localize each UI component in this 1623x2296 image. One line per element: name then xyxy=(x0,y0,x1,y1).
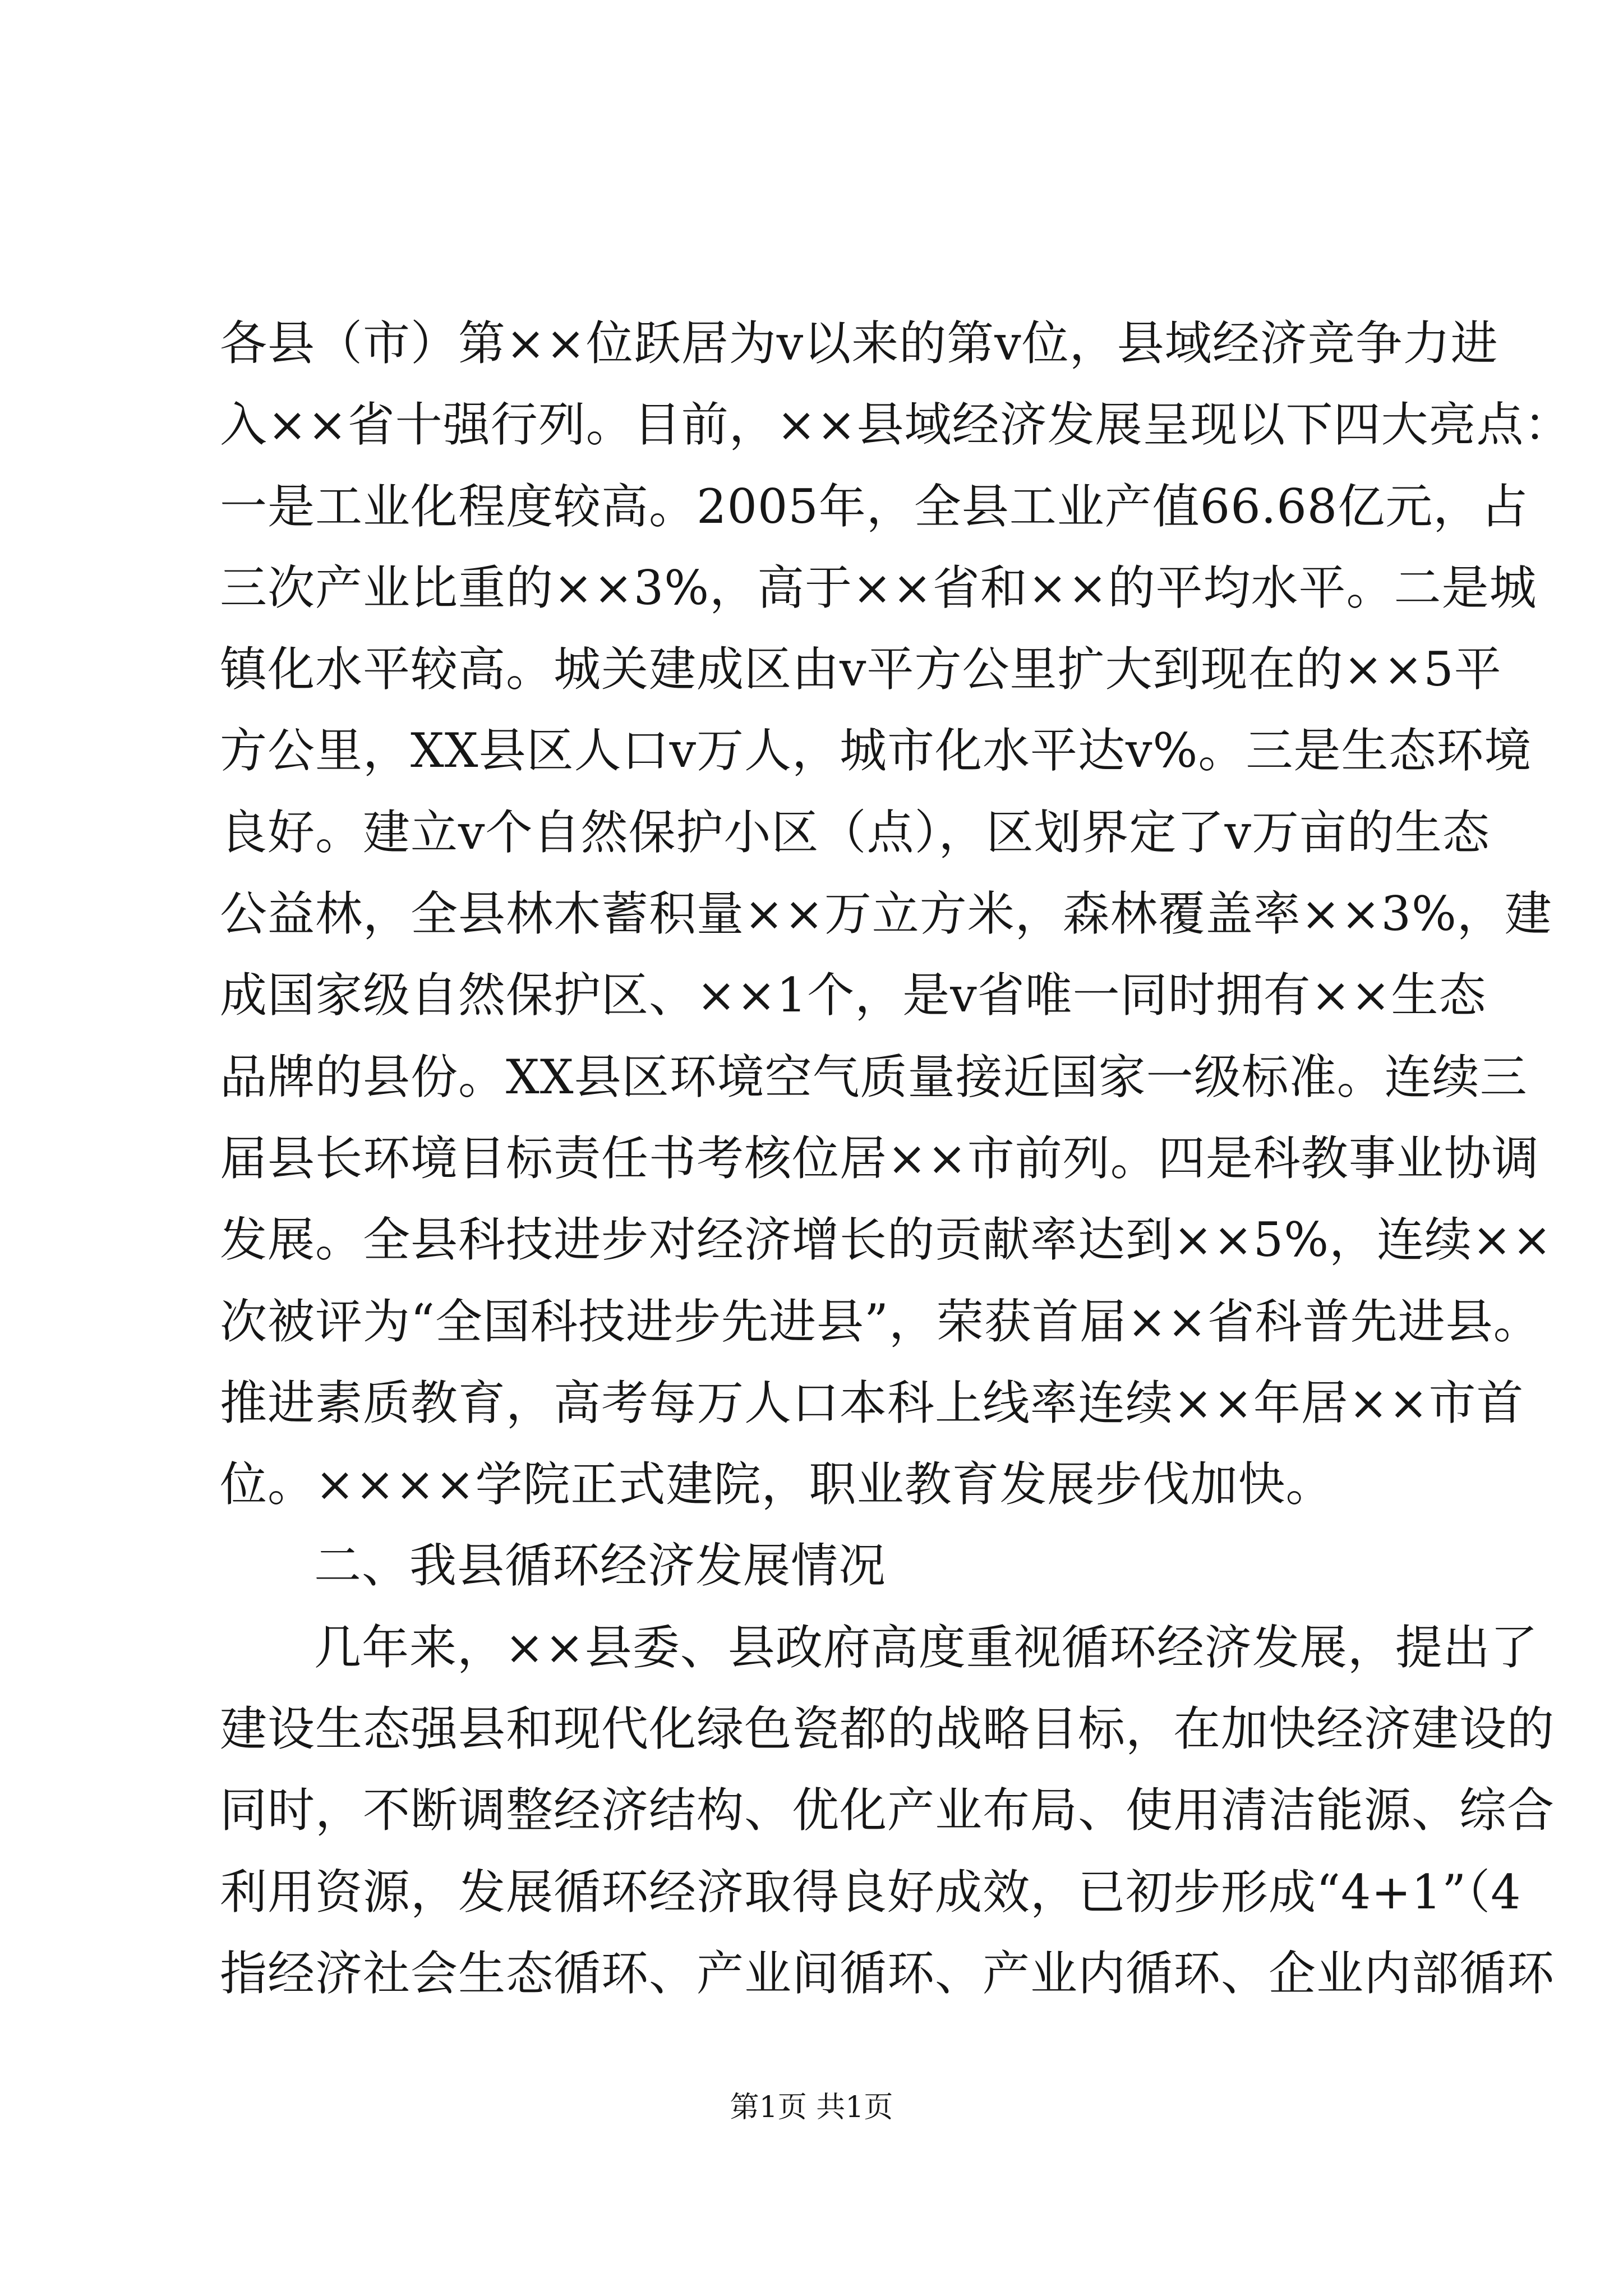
paragraph-line: 利用资源，发展循环经济取得良好成效，已初步形成“4+1”（4 xyxy=(220,1864,1521,1920)
paragraph-line: 方公里，XX县区人口v万人，城市化水平达v%。三是生态环境 xyxy=(220,723,1532,779)
page-footer: 第1页 共1页 xyxy=(730,2091,893,2124)
document-body xyxy=(220,303,1572,2014)
paragraph-line: 届县长环境目标责任书考核位居××市前列。四是科教事业协调 xyxy=(220,1130,1539,1186)
paragraph-line: 指经济社会生态循环、产业间循环、产业内循环、企业内部循环 xyxy=(220,1945,1555,2001)
paragraph-line: 一是工业化程度较高。2005年，全县工业产值66.68亿元，占 xyxy=(220,478,1529,534)
paragraph-line: 入××省十强行列。目前，××县域经济发展呈现以下四大亮点： xyxy=(220,397,1572,453)
paragraph-line: 公益林，全县林木蓄积量××万立方米，森林覆盖率××3%，建 xyxy=(220,886,1552,942)
paragraph-line: 各县（市）第××位跃居为v以来的第v位，县域经济竞争力进 xyxy=(220,316,1498,371)
paragraph-line: 发展。全县科技进步对经济增长的贡献率达到××5%，连续×× xyxy=(220,1212,1552,1268)
paragraph-line: 良好。建立v个自然保护小区（点），区划界定了v万亩的生态 xyxy=(220,804,1490,860)
paragraph-line: 建设生态强县和现代化绿色瓷都的战略目标，在加快经济建设的 xyxy=(220,1701,1555,1757)
paragraph-line: 三次产业比重的××3%，高于××省和××的平均水平。二是城 xyxy=(220,560,1537,615)
paragraph-line: 品牌的县份。XX县区环境空气质量接近国家一级标准。连续三 xyxy=(220,1049,1528,1105)
paragraph-line: 次被评为“全国科技进步先进县”，荣获首届××省科普先进县。 xyxy=(220,1294,1541,1349)
paragraph-line: 成国家级自然保护区、××1个，是v省唯一同时拥有××生态 xyxy=(220,968,1487,1023)
paragraph-line: 推进素质教育，高考每万人口本科上线率连续××年居××市首 xyxy=(220,1375,1524,1430)
paragraph-line: 几年来，××县委、县政府高度重视循环经济发展，提出了 xyxy=(314,1619,1538,1675)
paragraph-line: 位。××××学院正式建院，职业教育发展步伐加快。 xyxy=(220,1457,1334,1512)
section-heading: 二、我县循环经济发展情况 xyxy=(314,1538,887,1594)
paragraph-line: 同时，不断调整经济结构、优化产业布局、使用清洁能源、综合 xyxy=(220,1783,1555,1838)
paragraph-line: 镇化水平较高。城关建成区由v平方公里扩大到现在的××5平 xyxy=(220,642,1502,697)
